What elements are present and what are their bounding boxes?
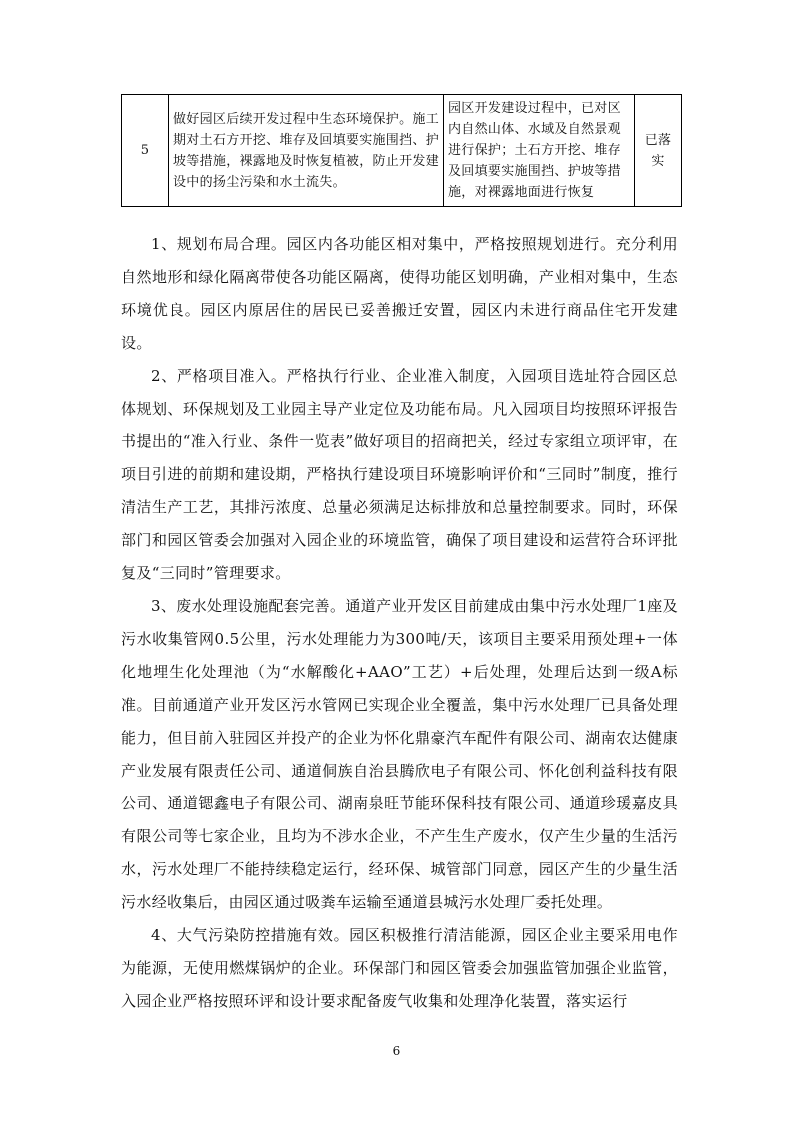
implementation-cell: 园区开发建设过程中，已对区内自然山体、水域及自然景观进行保护；土石方开挖、堆存及回填要实施围挡、护坡等措施，对裸露地面进行恢复 bbox=[444, 95, 635, 207]
table-row bbox=[122, 95, 682, 207]
status-cell: 已落实 bbox=[635, 95, 682, 207]
paragraph-project-access: 2、严格项目准入。严格执行行业、企业准入制度，入园项目选址符合园区总体规划、环保规划及工业园主导产业定位及功能布局。凡入园项目均按照环评报告书提出的“准入行业、条件一览表”做好项目的招商把关，经过专家组立项评审，在项目引进的前期和建设期，严格执行建设项目环境影响评价和“三同时”制度，推行清洁生产工艺，其排污浓度、总量必须满足达标排放和总量控制要求。同时，环保部门和园区管委会加强对入园企业的环境监管，确保了项目建设和运营符合环评批复及“三同时”管理要求。 bbox=[121, 366, 678, 583]
row-number: 5 bbox=[122, 95, 169, 207]
page-number: 6 bbox=[392, 1044, 401, 1058]
paragraph-layout: 1、规划布局合理。园区内各功能区相对集中，严格按照规划进行。充分利用自然地形和绿化隔离带使各功能区隔离，使得功能区划明确，产业相对集中，生态环境优良。园区内原居住的居民已妥善搬迁安置，园区内未进行商品住宅开发建设。 bbox=[121, 235, 678, 352]
requirements-table bbox=[121, 94, 682, 207]
paragraph-air-pollution: 4、大气污染防控措施有效。园区积极推行清洁能源，园区企业主要采用电作为能源，无使用燃煤锅炉的企业。环保部门和园区管委会加强监管加强企业监管，入园企业严格按照环评和设计要求配备废气收集和处理净化装置，落实运行 bbox=[121, 926, 678, 1010]
requirement-cell: 做好园区后续开发过程中生态环境保护。施工期对土石方开挖、堆存及回填要实施围挡、护坡等措施，裸露地及时恢复植被，防止开发建设中的扬尘污染和水土流失。 bbox=[169, 95, 444, 207]
body-text bbox=[121, 228, 678, 1018]
paragraph-wastewater: 3、废水处理设施配套完善。通道产业开发区目前建成由集中污水处理厂1座及污水收集管网0.5公里，污水处理能力为300吨/天，该项目主要采用预处理+一体化地埋生化处理池（为“水解酸化+AAO”工艺）+后处理，处理后达到一级A标准。目前通道产业开发区污水管网已实现企业全覆盖，集中污水处理厂已具备处理能力，但目前入驻园区并投产的企业为怀化鼎豪汽车配件有限公司、湖南农达健康产业发展有限责任公司、通道侗族自治县腾欣电子有限公司、怀化创利益科技有限公司、通道锶鑫电子有限公司、湖南泉旺节能环保科技有限公司、通道珍瑗嘉皮具有限公司等七家企业，且均为不涉水企业，不产生生产废水，仅产生少量的生活污水，污水处理厂不能持续稳定运行，经环保、城管部门同意，园区产生的少量生活污水经收集后，由园区通过吸粪车运输至通道县城污水处理厂委托处理。 bbox=[121, 596, 678, 912]
